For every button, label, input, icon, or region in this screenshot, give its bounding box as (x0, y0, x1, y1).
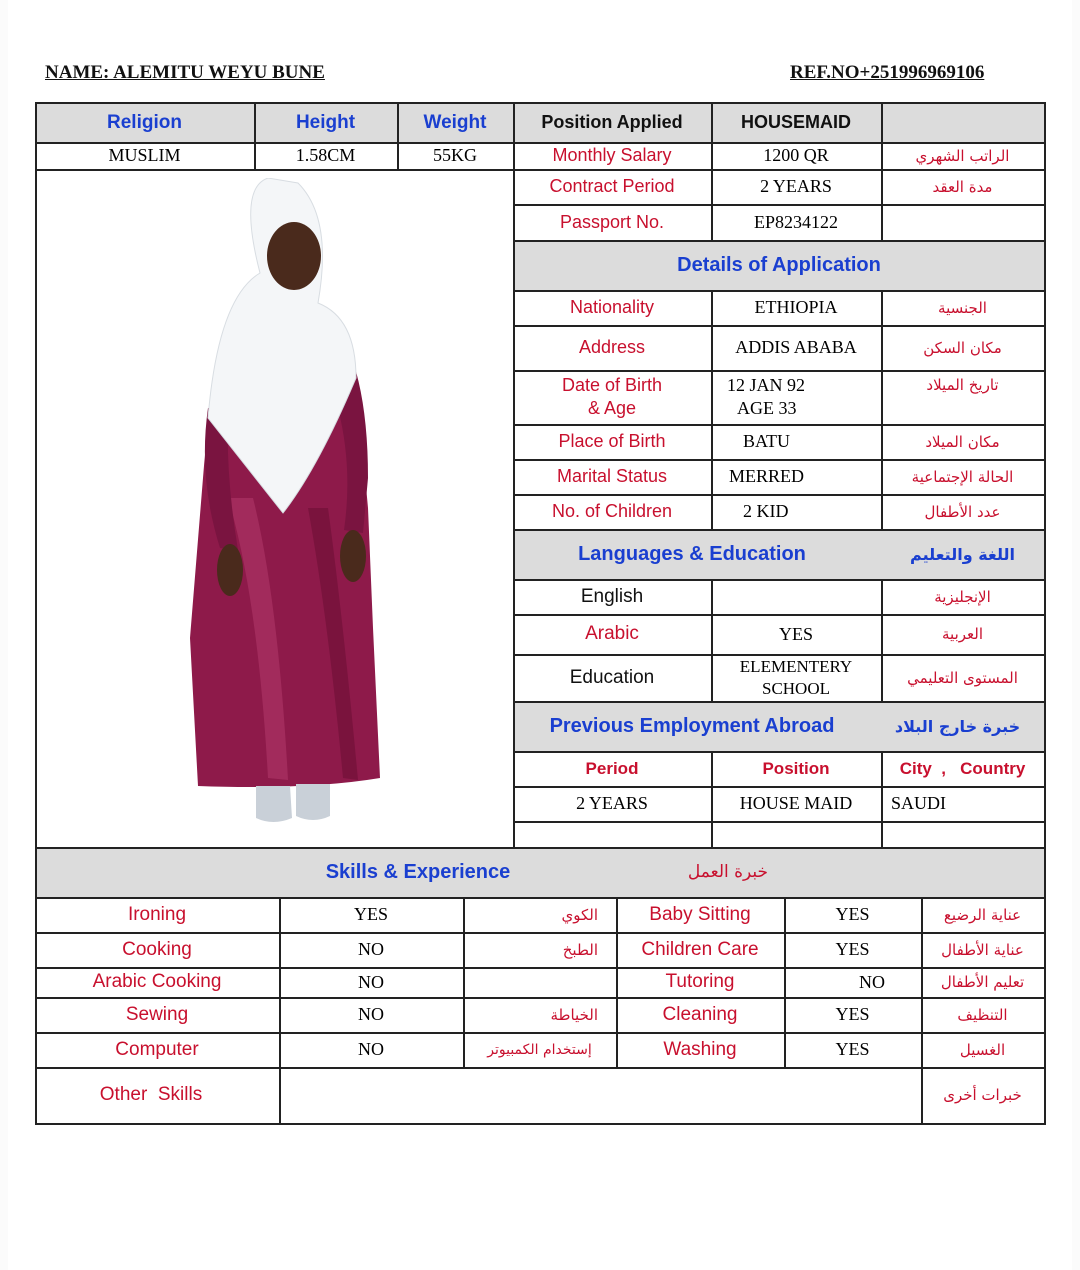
other-skills-arabic: خبرات أخرى (943, 1086, 1022, 1104)
education-value (711, 654, 881, 701)
english-arabic: الإنجليزية (934, 587, 991, 606)
place-of-birth-label: Place of Birth (558, 431, 666, 451)
employment-header-period: Period (585, 758, 639, 778)
skill-tutoring-value: NO (859, 971, 885, 992)
skill-computer-value: NO (358, 1039, 384, 1059)
dob-arabic: تاريخ الميلاد (926, 376, 999, 394)
employment-title: Previous Employment Abroad (549, 714, 835, 737)
education-value-line1: ELEMENTERY (739, 656, 853, 676)
dob-label-line2: & Age (587, 398, 637, 418)
english-label: English (580, 585, 644, 607)
height-value: 1.58CM (295, 145, 356, 165)
candidate-name: NAME: ALEMITU WEYU BUNE (45, 62, 325, 83)
english-value (711, 579, 881, 614)
monthly-salary-arabic: الراتب الشهري (915, 146, 1010, 165)
cv-page (8, 0, 1072, 1270)
languages-title: Languages & Education (578, 542, 806, 565)
skill-washing-value: YES (835, 1039, 870, 1059)
position-applied-value: HOUSEMAID (740, 112, 851, 132)
passport-arabic (881, 204, 1044, 240)
skill-arabic-cooking-value: NO (358, 971, 384, 992)
details-title: Details of Application (677, 254, 881, 276)
employment-title-arabic: خبرة خارج البلاد (894, 716, 1021, 736)
passport-label: Passport No. (559, 211, 665, 232)
nationality-label: Nationality (569, 297, 655, 317)
reference-number: REF.NO+251996969106 (790, 62, 985, 83)
monthly-salary-label: Monthly Salary (552, 145, 672, 165)
skill-computer-label: Computer (115, 1038, 199, 1060)
skill-children-care-arabic: عناية الأطفال (941, 940, 1024, 959)
skill-baby-sitting-value: YES (835, 904, 870, 924)
skill-computer-arabic: إستخدام الكمبيوتر (487, 1041, 592, 1058)
skill-cleaning-arabic: التنظيف (957, 1005, 1008, 1024)
place-of-birth-value: BATU (743, 431, 791, 451)
monthly-salary-value: 1200 QR (763, 145, 829, 165)
skill-arabic-cooking-label: Arabic Cooking (92, 971, 222, 992)
dob-value (711, 370, 881, 424)
education-label: Education (569, 666, 655, 688)
dob-value-line1: 12 JAN 92 (727, 375, 806, 395)
dob-label-line1: Date of Birth (561, 375, 663, 395)
skill-ironing-label: Ironing (127, 903, 187, 925)
address-value: ADDIS ABABA (735, 337, 857, 357)
dob-label (513, 370, 711, 424)
employment-country: SAUDI (891, 793, 947, 813)
employment-position: HOUSE MAID (739, 793, 853, 813)
education-value-line2: SCHOOL (761, 678, 830, 698)
marital-status-arabic: الحالة الإجتماعية (911, 467, 1014, 486)
dob-value-line2: AGE 33 (737, 398, 797, 418)
contract-period-arabic: مدة العقد (932, 177, 993, 196)
nationality-value: ETHIOPIA (754, 297, 838, 317)
languages-title-arabic: اللغة والتعليم (910, 544, 1015, 564)
skill-children-care-value: YES (835, 939, 870, 959)
skill-cooking-arabic: الطبخ (562, 940, 598, 959)
arabic-arabic: العربية (942, 625, 983, 643)
children-label: No. of Children (551, 501, 673, 521)
skill-tutoring-arabic: تعليم الأطفال (940, 973, 1025, 991)
arabic-value: YES (778, 623, 813, 644)
employment-period: 2 YEARS (576, 793, 648, 813)
skill-washing-arabic: الغسيل (959, 1040, 1006, 1059)
skill-children-care-label: Children Care (641, 938, 759, 960)
weight-value: 55KG (433, 145, 477, 165)
skill-sewing-value: NO (358, 1004, 384, 1024)
passport-value: EP8234122 (753, 211, 838, 232)
address-arabic: مكان السكن (923, 338, 1002, 357)
height-header: Height (295, 111, 356, 133)
skill-cooking-label: Cooking (122, 938, 192, 960)
skills-title-arabic: خبرة العمل (687, 862, 769, 882)
weight-header: Weight (423, 111, 487, 133)
skill-tutoring-label: Tutoring (665, 971, 735, 992)
skill-washing-label: Washing (663, 1038, 737, 1060)
skill-cleaning-label: Cleaning (662, 1003, 738, 1025)
religion-header: Religion (107, 111, 182, 133)
employment-header-city-country: City , Country (899, 758, 1026, 778)
skill-cleaning-value: YES (835, 1004, 870, 1024)
children-arabic: عدد الأطفال (924, 502, 1001, 521)
candidate-photo (168, 178, 398, 826)
skill-ironing-arabic: الكوي (561, 905, 598, 924)
nationality-arabic: الجنسية (938, 298, 987, 317)
place-of-birth-arabic: مكان الميلاد (925, 432, 1000, 451)
employment-header-position: Position (762, 758, 830, 778)
skill-sewing-arabic: الخياطة (550, 1005, 598, 1024)
skill-sewing-label: Sewing (125, 1003, 189, 1025)
skill-ironing-value: YES (353, 904, 388, 924)
other-skills-label: Other Skills (99, 1084, 203, 1105)
marital-status-label: Marital Status (556, 466, 668, 486)
children-value: 2 KID (743, 501, 789, 521)
position-applied-label: Position Applied (541, 112, 683, 132)
religion-value: MUSLIM (108, 145, 181, 165)
skills-title: Skills & Experience (325, 860, 511, 883)
contract-period-label: Contract Period (549, 176, 675, 196)
address-label: Address (578, 337, 646, 357)
arabic-label: Arabic (585, 623, 639, 644)
skill-baby-sitting-arabic: عناية الرضيع (943, 905, 1022, 924)
education-arabic: المستوى التعليمي (907, 668, 1018, 687)
contract-period-value: 2 YEARS (760, 176, 832, 196)
skill-arabic-cooking-arabic (463, 967, 616, 997)
skill-baby-sitting-label: Baby Sitting (649, 903, 751, 925)
marital-status-value: MERRED (729, 466, 805, 486)
skill-cooking-value: NO (358, 939, 384, 959)
